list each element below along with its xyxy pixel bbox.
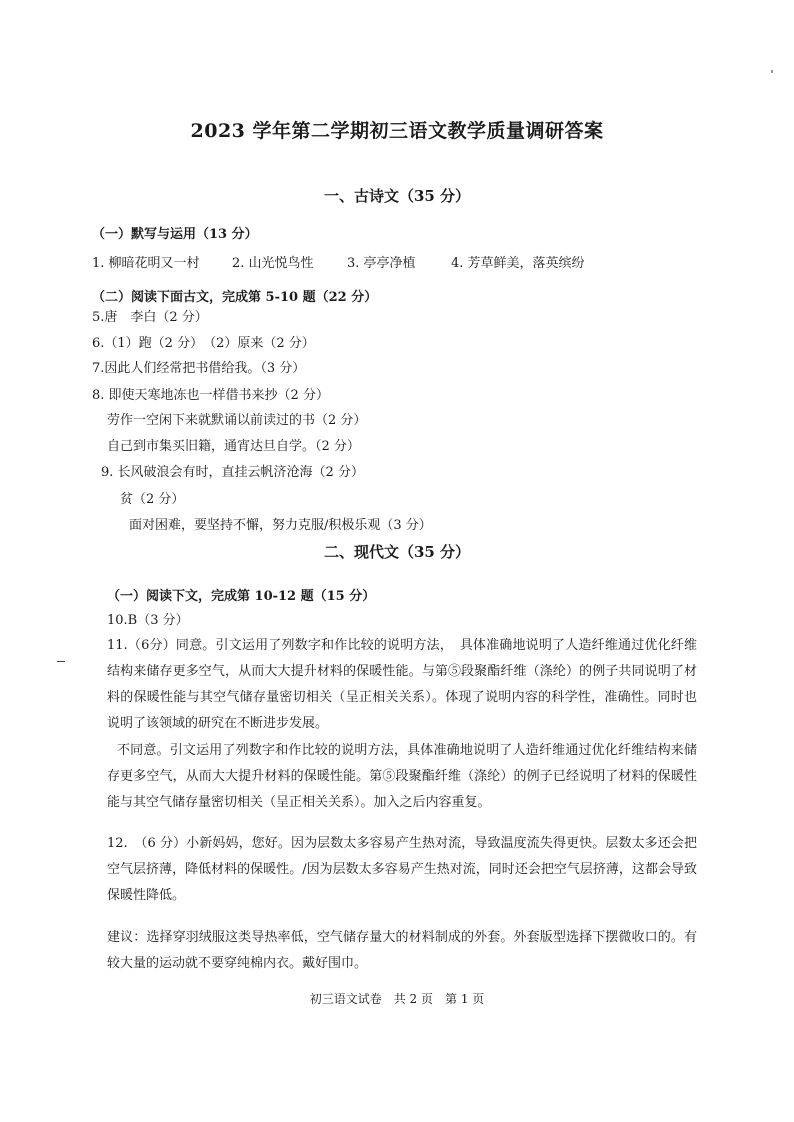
scan-speck — [771, 70, 773, 73]
margin-mark — [57, 661, 65, 662]
answer-5: 5.唐 李白（2 分） — [92, 310, 208, 325]
answer-1: 1. 柳暗花明又一村 — [92, 256, 200, 271]
answer-8-line3: 自己到市集买旧籍，通宵达旦自学。（2 分） — [107, 439, 360, 454]
section1-part1-heading: （一）默写与运用（13 分） — [92, 227, 258, 242]
answer-12: 12. （6 分）小新妈妈，您好。因为层数太多容易产生热对流，导致温度流失得更快。层数太多还会把空气层挤薄，降低材料的保暖性。/因为层数太多容易产生热对流，同时还会把空气层挤薄，这都会导致保暖性降低。 — [107, 836, 697, 903]
section2-heading: 二、现代文（35 分） — [323, 543, 471, 561]
answer-4: 4. 芳草鲜美，落英缤纷 — [451, 256, 585, 271]
section1-part2-heading: （二）阅读下面古文，完成第 5-10 题（22 分） — [92, 290, 378, 305]
answer-6: 6.（1）跑（2 分） （2）原来（2 分） — [92, 336, 315, 351]
answer-3: 3. 亭亭净植 — [347, 256, 416, 271]
answer-10: 10.B（3 分） — [107, 613, 189, 628]
answer-2: 2. 山光悦鸟性 — [232, 256, 314, 271]
answer-8-line1: 8. 即使天寒地冻也一样借书来抄（2 分） — [92, 388, 329, 403]
answer-8-line2: 劳作一空闲下来就默诵以前读过的书（2 分） — [107, 413, 367, 428]
section2-part1-heading: （一）阅读下文，完成第 10-12 题（15 分） — [107, 589, 376, 604]
answer-9-line2: 贫（2 分） — [120, 492, 185, 507]
answer-11-disagree: 不同意。引文运用了列数字和作比较的说明方法，具体准确地说明了人造纤维通过优化纤维结构来储存更多空气，从而大大提升材料的保暖性能。第⑤段聚酯纤维（涤纶）的例子已经说明了材料的保暖性能与其空气储存量密切相关（呈正相关关系）。加入之后内容重复。 — [107, 743, 697, 810]
answer-11-agree: 11.（6分）同意。引文运用了列数字和作比较的说明方法， 具体准确地说明了人造纤维通过优化纤维结构来储存更多空气，从而大大提升材料的保暖性能。与第⑤段聚酯纤维（涤纶）的例子共同说明了材料的保暖性能与其空气储存量密切相关（呈正相关关系）。体现了说明内容的科学性，准确性。同时也说明了该领域的研究在不断进步发展。 — [107, 638, 697, 731]
answer-9-line3: 面对困难，要坚持不懈，努力克服/积极乐观（3 分） — [129, 518, 432, 533]
answer-9-line1: 9. 长风破浪会有时，直挂云帆济沧海（2 分） — [101, 465, 364, 480]
section1-heading: 一、古诗文（35 分） — [323, 187, 471, 205]
page-footer: 初三语文试卷 共 2 页 第 1 页 — [309, 992, 485, 1006]
page-title: 2023 学年第二学期初三语文教学质量调研答案 — [190, 120, 604, 142]
answer-12-suggestion: 建议：选择穿羽绒服这类导热率低，空气储存量大的材料制成的外套。外套版型选择下摆微收口的。有较大量的运动就不要穿纯棉内衣。戴好围巾。 — [107, 930, 697, 971]
answer-7: 7.因此人们经常把书借给我。（3 分） — [92, 361, 306, 376]
